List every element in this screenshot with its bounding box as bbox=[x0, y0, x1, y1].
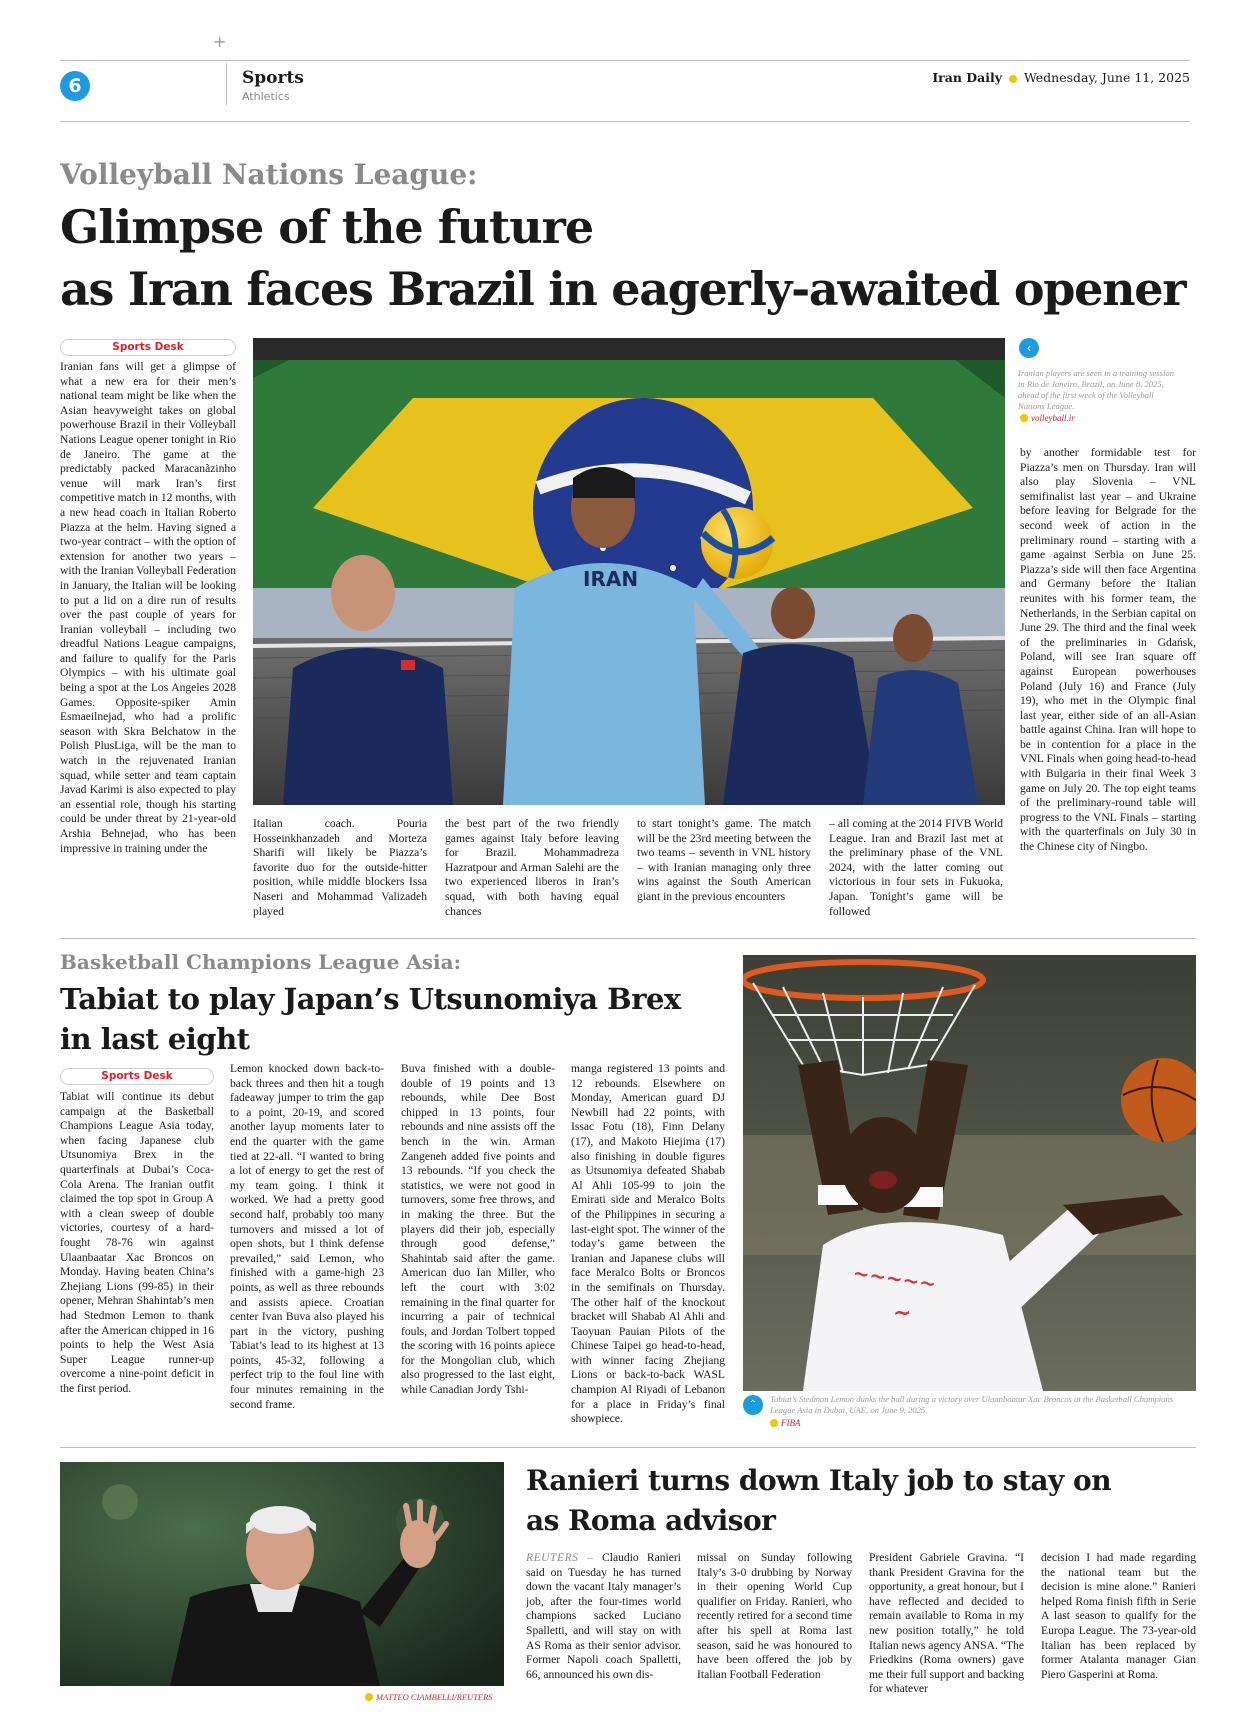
article3-column-3 bbox=[869, 1551, 1024, 1701]
article1-column-4 bbox=[637, 817, 811, 920]
page-number: 6 bbox=[68, 75, 82, 97]
crop-mark: + bbox=[213, 32, 227, 51]
header-top-rule bbox=[60, 60, 1190, 61]
article2-col3-text: Buva finished with a double-double of 19 points and 13 rebounds, while Dee Bost chipped in 13 points, four rebounds and nine assists off the bench in the win. Arman Zangeneh added five points and 13 rebounds. “If you check the statistics, we were not good in turnovers, some free throws, and in making the three. But the players did their job, especially through good defense,” Shahintab said after the game. American duo Ian Miller, who left the court with 3:02 remaining in the final quarter for incurring a pair of technical fouls, and Jordan Tolbert topped the scoring with 16 points apiece for the Mongolian club, which also progressed to the last eight, while Canadian Jordy Tshi- bbox=[401, 1062, 555, 1397]
article1-column-1 bbox=[60, 360, 236, 920]
article2-byline: Sports Desk bbox=[60, 1068, 214, 1085]
article1-bottom-rule bbox=[60, 938, 1196, 939]
article3-headline-line1: Ranieri turns down Italy job to stay on bbox=[526, 1464, 1112, 1497]
article1-byline: Sports Desk bbox=[60, 339, 236, 356]
credit-dot bbox=[770, 1419, 778, 1427]
masthead-info bbox=[932, 70, 1190, 85]
article2-column-4 bbox=[571, 1062, 725, 1440]
article1-photo-credit-line bbox=[1020, 413, 1075, 424]
article2-headline-line1: Tabiat to play Japan’s Utsunomiya Brex bbox=[60, 982, 681, 1016]
article1-headline-line1: Glimpse of the future bbox=[60, 200, 594, 254]
article1-col1-text: Iranian fans will get a glimpse of what a new era for their men’s national team might be like when the Asian heavyweight takes on global powerhouse Brazil in their Volleyball Nations League opener tonight in Rio de Janeiro. The game at the predictably packed Maracanãzinho venue will mark Iran’s first competitive match in 12 months, with a new head coach in Italian Roberto Piazza at the helm. Having signed a two-year contract – with the option of extension for another two years – with the Iranian Volleyball Federation in January, the Italian will be looking to put a lid on a dire run of results over the past couple of years for Iranian volleyball – including two dreadful Nations League campaigns, and failure to qualify for the Paris Olympics – with his ultimate goal being a spot at the Los Angeles 2028 Games. Opposite-spiker Amin Esmaeilnejad, who had a prolific season with Skra Belchatow in the Polish PlusLiga, will be the man to watch in the rejuvenated Iranian squad, while setter and team captain Javad Karimi is also expected to play an essential role, though his starting could be under threat by 21-year-old Arshia Behnejad, who has been impressive in training under the bbox=[60, 360, 236, 855]
article1-headline-line2: as Iran faces Brazil in eagerly-awaited opener bbox=[60, 262, 1186, 316]
caption-arrow-left-icon: ‹ bbox=[1019, 338, 1039, 358]
article1-kicker: Volleyball Nations League: bbox=[60, 158, 478, 191]
article2-col2-text: Lemon knocked down back-to-back threes and then hit a tough fadeaway jumper to trim the gap to a point, 20-19, and scored another layup moments later to end the quarter with the game tied at 22-all. “I wanted to bring a lot of energy to get the rest of my team going. I think it worked. We had a pretty good second half, probably too many turnovers and missed a lot of open shots, but I think defense prevailed,” said Lemon, who finished with a game-high 23 points, as well as three rebounds and assists apiece. Croatian center Ivan Buva also played his part in the victory, pushing Tabiat’s lead to its highest at 13 points, 45-32, following a perfect trip to the foul line with four minutes remaining in the second frame. bbox=[230, 1062, 384, 1411]
basketball-photo-art bbox=[743, 955, 1196, 1391]
ranieri-photo-art bbox=[60, 1462, 504, 1686]
svg-text:~~~~~: ~~~~~ bbox=[851, 1260, 938, 1296]
article1-column-3 bbox=[445, 817, 619, 920]
article2-column-1 bbox=[60, 1090, 214, 1440]
article1-column-6 bbox=[1020, 446, 1196, 920]
article1-col5-text: – all coming at the 2014 FIVB World League. Iran and Brazil last met at the preliminary phase of the VNL 2024, with the latter coming out victorious in four sets in Fukuoka, Japan. Tonight’s game will be followed bbox=[829, 817, 1003, 918]
article1-col4-text: to start tonight’s game. The match will be the 23rd meeting between the two teams – seventh in VNL history – with Iranian managing only three wins against the South American giant in the previous encounters bbox=[637, 817, 811, 903]
page-number-badge bbox=[60, 71, 90, 101]
article1-col6-text: by another formidable test for Piazza’s men on Thursday. Iran will also play Slovenia – VNL semifinalist last year – and Ukraine before leaving for Belgrade for the second week of action in the preliminary round – starting with a game against Serbia on June 25. Piazza’s side will then face Argentina and Germany before the Italian reunites with his former team, the Netherlands, in the Serbian capital on June 29. The third and the final week of the preliminaries in Gdańsk, Poland, will see Iran square off against European powerhouses Poland (July 16) and France (July 19), who met in the Olympic final last year, either side of an all-Asian battle against China. Iran will hope to be in contention for a place in the VNL Finals when going head-to-head with Bulgaria in their final Week 3 game on July 20. The top eight teams of the preliminary-round table will progress to the VNL Finals – starting with the quarterfinals on July 30 in the Chinese city of Ningbo. bbox=[1020, 446, 1196, 854]
article3-col3-text: President Gabriele Gravina. “I thank President Gravina for the opportunity, a great honour, but I have reflected and decided to remain available to Roma in my new position totally,” he told Italian news agency ANSA. “The Friedkins (Roma owners) gave me their full support and backing for whatever bbox=[869, 1551, 1024, 1696]
article3-headline-line2: as Roma advisor bbox=[526, 1504, 776, 1537]
article3-col1-para bbox=[526, 1551, 681, 1682]
article2-column-3 bbox=[401, 1062, 555, 1440]
paper-name: Iran Daily bbox=[932, 70, 1002, 85]
article1-column-5 bbox=[829, 817, 1003, 920]
article3-column-1 bbox=[526, 1551, 681, 1701]
article1-col3-text: the best part of the two friendly games against Italy before leaving for Brazil. Mohammadreza Hazratpour and Arman Salehi are the two experienced liberos in Iran’s squad, with both having equal chances bbox=[445, 817, 619, 918]
article3-photo-credit-line bbox=[365, 1692, 493, 1703]
article3-dateline: REUTERS – bbox=[526, 1551, 603, 1564]
article1-photo-credit: volleyball.ir bbox=[1031, 413, 1075, 423]
volleyball-photo bbox=[253, 338, 1005, 805]
article2-photo-credit-line bbox=[770, 1418, 801, 1429]
article2-col4-text: manga registered 13 points and 12 rebounds. Elsewhere on Monday, American guard DJ Newbill had 22 points, with Issac Fotu (18), Finn Delany (17), and Makoto Hiejima (17) also finishing in double figures as Utsunomiya defeated Shabab Al Ahli 105-99 to join the Emirati side and Meralco Bolts of the Philippines in securing a last-eight spot. The winner of the today’s game between the Iranian and Japanese clubs will face Meralco Bolts or Broncos in the semifinals on Thursday. The other half of the knockout bracket will Shabab Al Ahli and Taoyuan Pauian Pilots of the Chinese Taipei go head-to-head, with winner facing Zhejiang Lions or back-to-back WASL champion Al Riyadi of Lebanon for a place in Friday’s final showpiece. bbox=[571, 1062, 725, 1426]
basketball-photo bbox=[743, 955, 1196, 1391]
article2-column-2 bbox=[230, 1062, 384, 1440]
article2-bottom-rule bbox=[60, 1447, 1196, 1448]
subsection-title: Athletics bbox=[242, 90, 290, 103]
header-divider bbox=[226, 63, 227, 105]
credit-dot bbox=[365, 1693, 373, 1701]
article2-photo-credit: FIBA bbox=[781, 1418, 801, 1428]
article3-col1-text: Claudio Ranieri said on Tuesday he has turned down the vacant Italy manager’s job, after the four-times world champions sacked Luciano Spalletti, and will stay on with AS Roma as their senior advisor. Former Napoli coach Spalletti, 66, announced his own dis- bbox=[526, 1551, 681, 1681]
article2-col1-text: Tabiat will continue its debut campaign at the Basketball Champions League Asia today, when facing Japanese club Utsunomiya Brex in the quarterfinals at Dubai’s Coca-Cola Arena. The Iranian outfit claimed the top spot in Group A with a clean sweep of double victories, courtesy of a hard-fought 78-76 win against Ulaanbaatar Xac Broncos on Monday. Having beaten China’s Zhejiang Lions (99-85) in their opener, Mehran Shahintab’s men had Stedmon Lemon to thank after the American chipped in 16 points to help the West Asia Super League runner-up overcome a nine-point deficit in the first period. bbox=[60, 1090, 214, 1395]
volleyball-photo-art bbox=[253, 338, 1005, 805]
separator-dot bbox=[1009, 75, 1017, 83]
article1-col2-text: Italian coach. Pouria Hosseinkhanzadeh and Morteza Sharifi will likely be Piazza’s favorite duo for the outside-hitter position, while middle blockers Issa Naseri and Mohammad Valizadeh played bbox=[253, 817, 427, 918]
caption-arrow-up-icon: ⌃ bbox=[743, 1395, 763, 1415]
article2-headline-line2: in last eight bbox=[60, 1022, 250, 1056]
article2-photo-caption: Tabiat’s Stedmon Lemon dunks the ball during a victory over Ulaanbaatar Xac Broncos at the Basketball Champions League Asia in Dubai, UAE, on June 9, 2025. bbox=[770, 1394, 1174, 1415]
article1-photo-caption: Iranian players are seen in a training session in Rio de Janeiro, Brazil, on June 8, 2025, ahead of the first week of the Volleyball Nations League. bbox=[1018, 368, 1175, 411]
article2-kicker: Basketball Champions League Asia: bbox=[60, 950, 461, 974]
article3-col2-text: missal on Sunday following Italy’s 3-0 drubbing by Norway in their opening World Cup qualifier on Friday. Ranieri, who recently retired for a second time after his spell at Roma last season, said he was honoured to have been offered the job by Italian Football Federation bbox=[697, 1551, 852, 1681]
section-title: Sports bbox=[242, 68, 304, 88]
svg-text:~: ~ bbox=[893, 1301, 912, 1326]
article1-column-2 bbox=[253, 817, 427, 920]
ranieri-photo bbox=[60, 1462, 504, 1686]
article3-photo-credit: MATTEO CIAMBELLI/REUTERS bbox=[376, 1692, 493, 1702]
article3-column-2 bbox=[697, 1551, 852, 1701]
jersey-text: IRAN bbox=[583, 567, 639, 591]
issue-date: Wednesday, June 11, 2025 bbox=[1023, 70, 1190, 85]
article3-column-4 bbox=[1041, 1551, 1196, 1701]
header-bottom-rule bbox=[60, 121, 1190, 122]
article3-col4-text: decision I had made regarding the national team but the decision is mine alone.” Ranieri helped Roma finish fifth in Serie A last season to qualify for the Europa League. The 73-year-old Italian has been replaced by former Atalanta manager Gian Piero Gasperini at Roma. bbox=[1041, 1551, 1196, 1681]
credit-dot bbox=[1020, 414, 1028, 422]
